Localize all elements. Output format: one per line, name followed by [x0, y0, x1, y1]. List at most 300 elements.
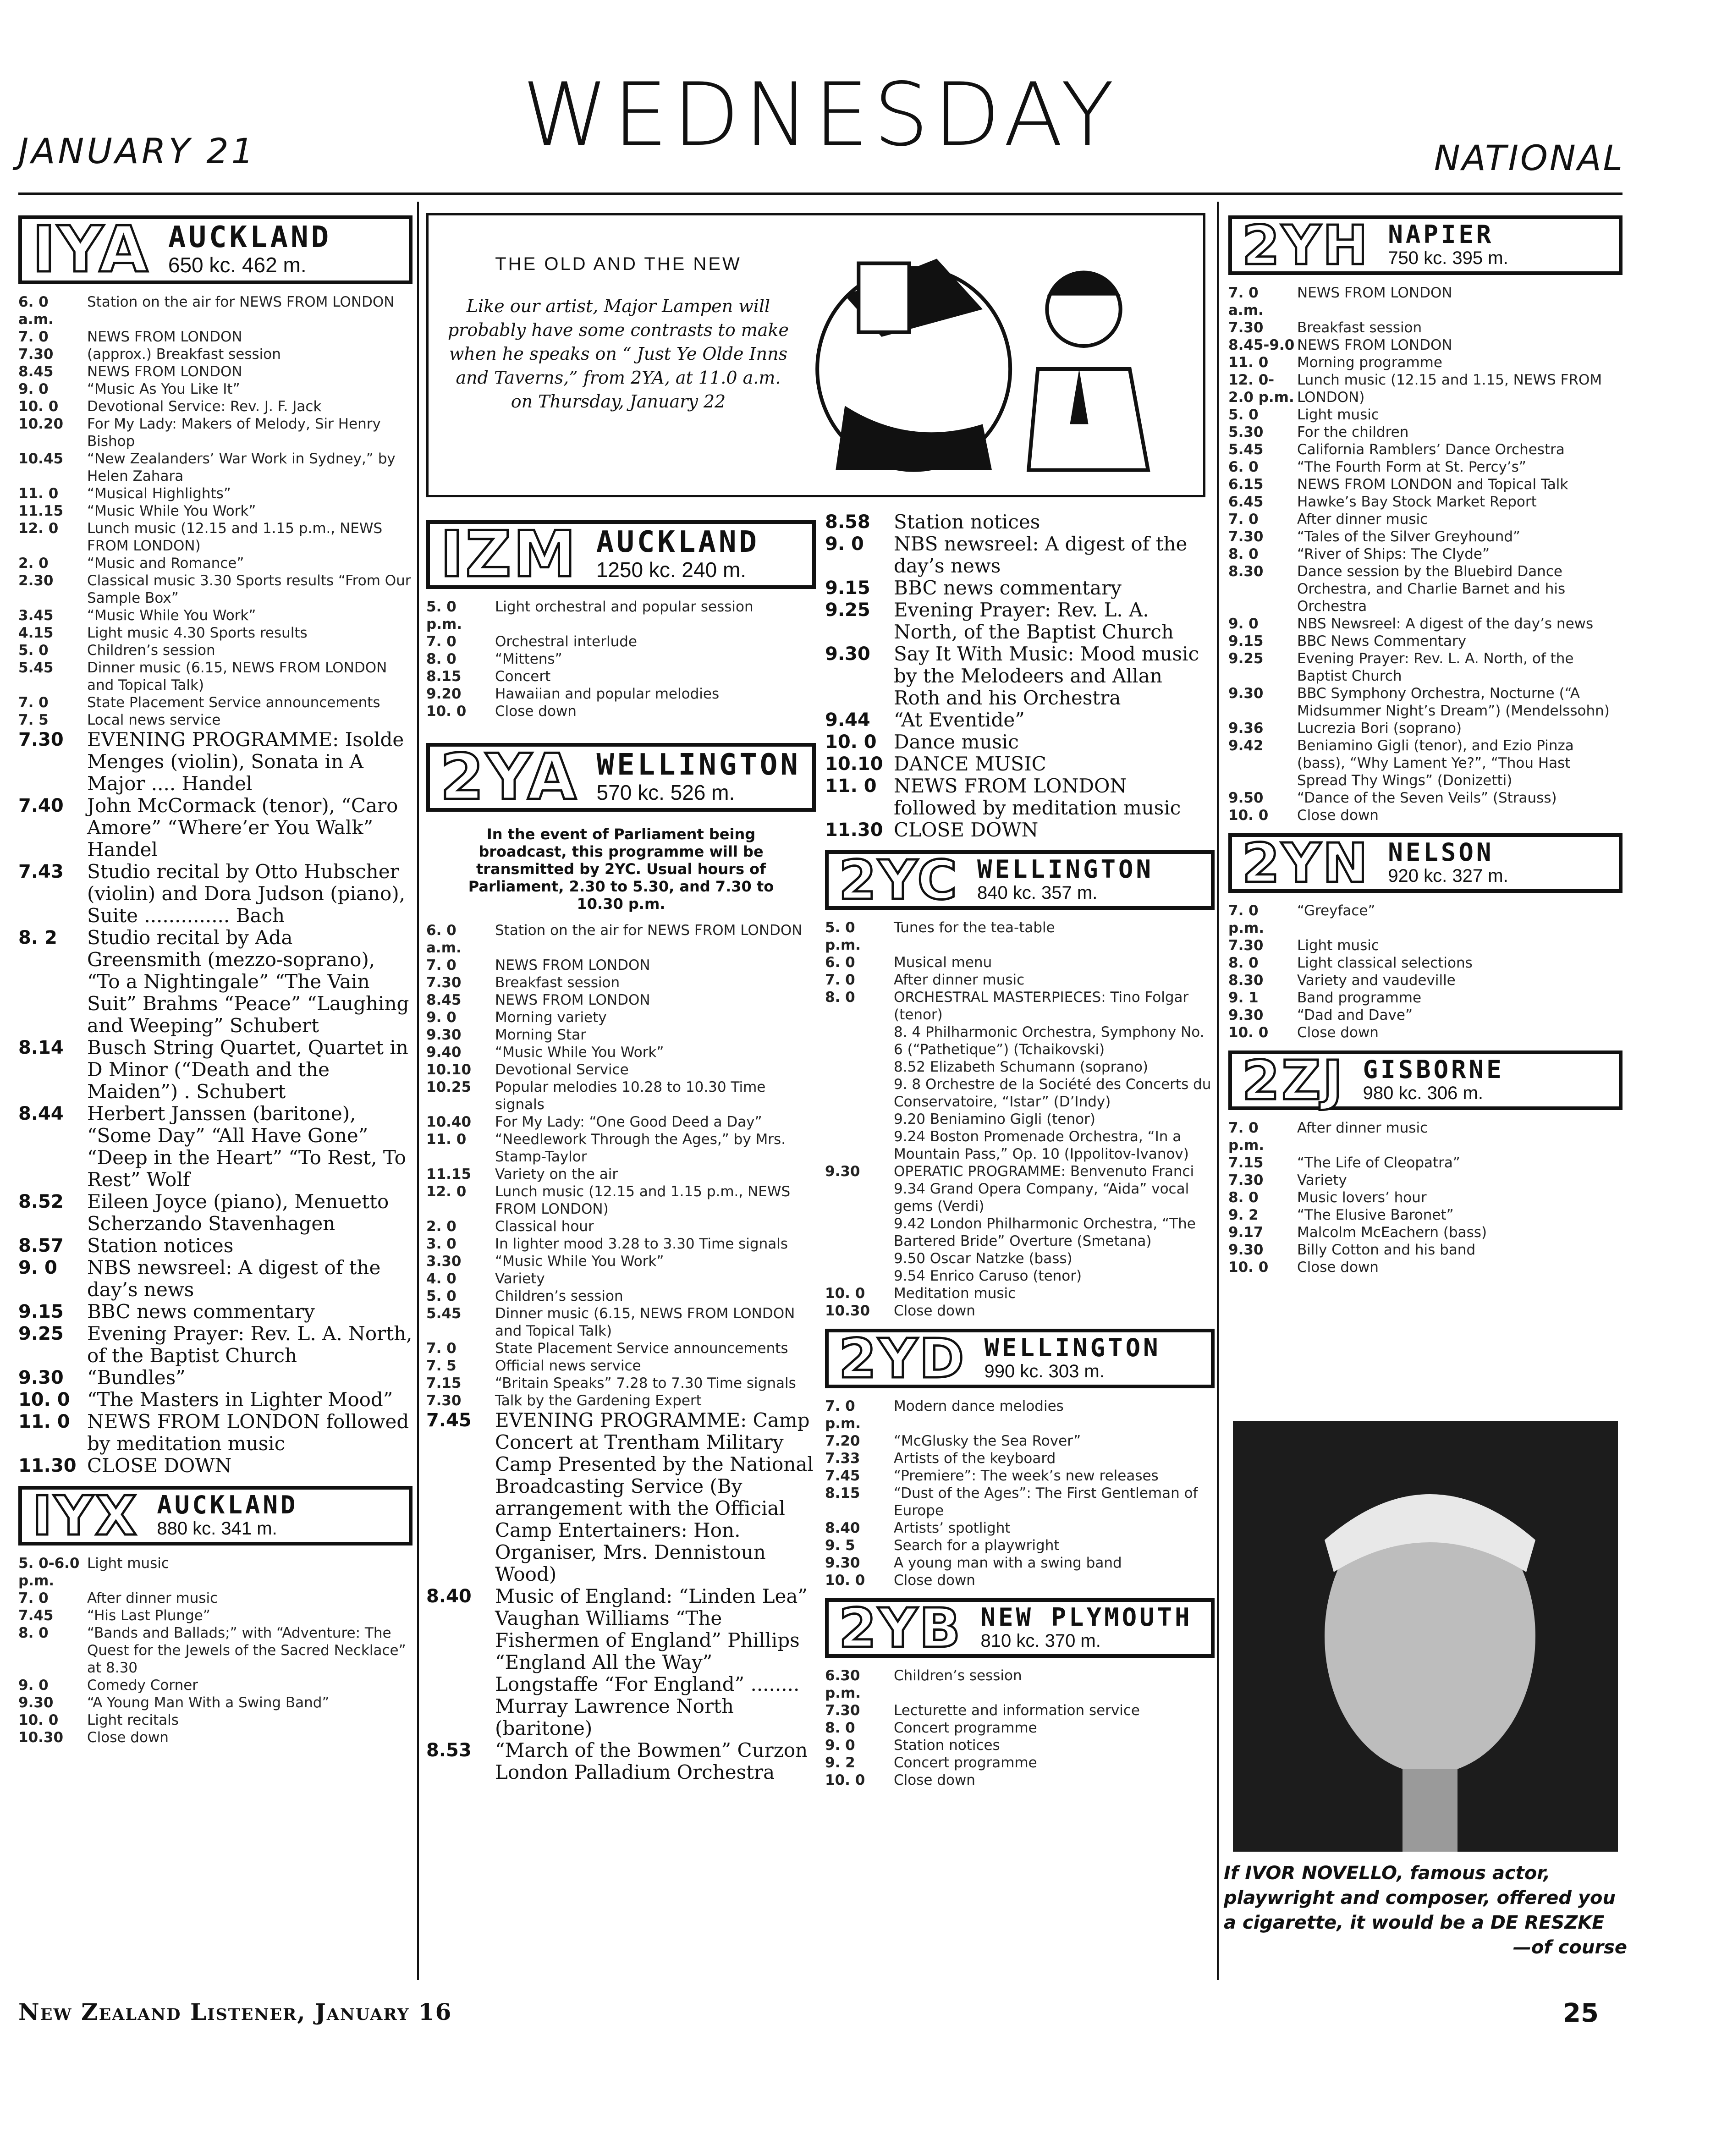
programme-title: Close down	[894, 1303, 975, 1319]
programme-title: 9.42 London Philharmonic Orchestra, “The Bartered Bride” Overture (Smetana)	[894, 1216, 1196, 1249]
programme-item	[18, 1677, 412, 1694]
programme-item	[1228, 354, 1622, 371]
programme-item	[426, 974, 816, 991]
programme-title: “Bundles”	[87, 1366, 186, 1389]
programme-item	[18, 624, 412, 642]
programme-item	[426, 1340, 816, 1357]
station-frequency: 750 kc. 395 m.	[1388, 248, 1508, 269]
programme-time: 9.25	[825, 600, 870, 621]
station-frequency: 980 kc. 306 m.	[1363, 1083, 1483, 1104]
programme-item	[825, 643, 1215, 709]
call-sign: 2ZJ	[1242, 1049, 1345, 1112]
programme-time: 8.45-9.0	[1228, 337, 1295, 353]
programme-title: “Music While You Work”	[495, 1044, 664, 1061]
programme-item	[1228, 902, 1622, 937]
programme-time: 10. 0	[426, 703, 467, 720]
programme-title: 9.20 Beniamino Gigli (tenor)	[894, 1111, 1095, 1128]
programme-item	[825, 1285, 1215, 1302]
programme-title: “Music While You Work”	[87, 607, 256, 624]
schedule-2yn	[1228, 902, 1622, 1041]
programme-title: Evening Prayer: Rev. L. A. North, of the Baptist Church	[894, 599, 1174, 643]
station-frequency: 570 kc. 526 m.	[596, 781, 735, 805]
programme-time: 9.44	[825, 710, 870, 731]
programme-time: 7.30	[825, 1702, 860, 1719]
programme-title: BBC news commentary	[87, 1300, 315, 1323]
programme-title: “Tales of the Silver Greyhound”	[1297, 528, 1521, 545]
programme-time: 9.30	[426, 1027, 462, 1043]
programme-time: 12. 0-2.0 p.m.	[1228, 372, 1294, 406]
programme-item	[825, 775, 1215, 819]
programme-item	[426, 1218, 816, 1235]
schedule-2yb	[825, 1667, 1215, 1789]
programme-time: 8. 0	[825, 989, 855, 1006]
programme-time: 9.17	[1228, 1224, 1264, 1241]
issue-date: JANUARY 21	[18, 131, 256, 171]
programme-item	[18, 1301, 412, 1323]
programme-item	[18, 795, 412, 861]
programme-time: 5.45	[1228, 441, 1264, 458]
programme-item	[18, 642, 412, 659]
programme-title: A young man with a swing band	[894, 1555, 1122, 1571]
programme-time: 11. 0	[18, 485, 59, 502]
programme-item	[1228, 954, 1622, 972]
programme-title: Variety and vaudeville	[1297, 972, 1456, 989]
programme-item	[1228, 1241, 1622, 1259]
programme-time: 9. 1	[1228, 990, 1259, 1006]
programme-time: 7. 0	[18, 1590, 49, 1606]
programme-title: Dance session by the Bluebird Dance Orchestra, and Charlie Barnet and his Orchestra	[1297, 563, 1566, 615]
programme-title: Tunes for the tea-table	[894, 919, 1055, 936]
programme-item	[825, 533, 1215, 577]
programme-item	[18, 363, 412, 380]
programme-item	[18, 1389, 412, 1411]
programme-title: Evening Prayer: Rev. L. A. North, of the Baptist Church	[87, 1322, 412, 1367]
programme-title: Studio recital by Otto Hubscher (violin) and Dora Judson (piano), Suite .............. Bach	[87, 860, 406, 927]
station-frequency: 1250 kc. 240 m.	[596, 558, 747, 582]
programme-time: 9.20	[426, 686, 462, 702]
programme-time: 10.25	[426, 1079, 472, 1095]
programme-title: “River of Ships: The Clyde”	[1297, 546, 1490, 562]
programme-title: Close down	[894, 1772, 975, 1788]
programme-time: 7.40	[18, 795, 64, 816]
programme-time	[825, 1128, 894, 1163]
programme-item	[18, 927, 412, 1037]
programme-item	[18, 694, 412, 711]
programme-title: “A Young Man With a Swing Band”	[87, 1694, 330, 1711]
programme-time: 10. 0	[18, 1389, 70, 1410]
programme-title: “At Eventide”	[894, 709, 1025, 731]
programme-item	[18, 1694, 412, 1711]
programme-title: Official news service	[495, 1358, 641, 1374]
programme-item	[1228, 1006, 1622, 1024]
programme-time: 7.30	[426, 974, 462, 991]
programme-item	[18, 1590, 412, 1607]
programme-title: Station notices	[894, 1737, 1000, 1754]
programme-time: 9. 0	[825, 534, 864, 555]
schedule-1ya-evening	[18, 729, 412, 1477]
programme-time: 10. 0	[1228, 1024, 1269, 1041]
programme-time: 8.15	[426, 668, 462, 685]
programme-item	[825, 511, 1215, 533]
programme-item	[426, 957, 816, 974]
programme-item	[18, 1607, 412, 1624]
programme-title: OPERATIC PROGRAMME: Benvenuto Franci	[894, 1163, 1194, 1180]
programme-item	[1228, 632, 1622, 650]
station-frequency: 990 kc. 303 m.	[984, 1361, 1105, 1382]
programme-item	[825, 1771, 1215, 1789]
column-rule	[417, 202, 419, 1980]
programme-time: 9. 0	[18, 1677, 49, 1694]
programme-item	[18, 328, 412, 346]
programme-title: “Music While You Work”	[87, 503, 256, 519]
station-frequency: 880 kc. 341 m.	[157, 1518, 277, 1539]
programme-time: 9. 2	[1228, 1207, 1259, 1223]
station-city: AUCKLAND	[157, 1490, 298, 1519]
programme-item	[1228, 563, 1622, 615]
programme-time: 6.15	[1228, 476, 1264, 493]
programme-item	[426, 650, 816, 668]
programme-time: 7. 0	[426, 1340, 456, 1357]
programme-time: 9.15	[825, 578, 870, 599]
programme-time: 10.20	[18, 416, 64, 432]
programme-time: 7. 0 p.m.	[825, 1398, 861, 1432]
programme-title: For My Lady: “One Good Deed a Day”	[495, 1114, 762, 1130]
programme-title: Studio recital by Ada Greensmith (mezzo-soprano), “To a Nightingale” “The Vain Suit” Brahms “Peace” “Laughing and Weeping” Schubert	[87, 926, 409, 1037]
programme-item	[1228, 650, 1622, 685]
programme-item	[18, 346, 412, 363]
programme-title: “The Masters in Lighter Mood”	[87, 1388, 393, 1411]
programme-title: Hawke’s Bay Stock Market Report	[1297, 494, 1537, 510]
schedule-2yc	[825, 919, 1215, 1320]
programme-title: “Needlework Through the Ages,” by Mrs. Stamp-Taylor	[495, 1131, 786, 1165]
programme-title: Children’s session	[87, 642, 215, 659]
programme-item	[825, 1023, 1215, 1058]
illustration-panel	[426, 213, 1205, 497]
programme-item	[18, 1624, 412, 1677]
programme-title: Lunch music (12.15 and 1.15 p.m., NEWS FROM LONDON)	[87, 520, 383, 554]
programme-title: Lucrezia Bori (soprano)	[1297, 720, 1462, 737]
programme-item	[426, 1739, 816, 1783]
programme-time: 9. 0	[18, 381, 49, 397]
programme-time: 9.30	[825, 1555, 860, 1571]
programme-time: 7.15	[426, 1375, 462, 1392]
schedule-2zj	[1228, 1119, 1622, 1276]
programme-item	[1228, 737, 1622, 789]
programme-title: Close down	[495, 703, 577, 720]
programme-title: “New Zealanders’ War Work in Sydney,” by Helen Zahara	[87, 451, 396, 484]
programme-title: NBS newsreel: A digest of the day’s news	[87, 1256, 381, 1301]
programme-item	[18, 1729, 412, 1746]
programme-time: 9.30	[1228, 1007, 1264, 1023]
call-sign: 2YA	[440, 740, 578, 814]
programme-title: NEWS FROM LONDON	[87, 329, 242, 345]
programme-title: BBC news commentary	[894, 577, 1122, 599]
programme-item	[18, 1257, 412, 1301]
programme-title: Station on the air for NEWS FROM LONDON	[495, 922, 803, 939]
programme-item	[1228, 1024, 1622, 1041]
programme-title: Station notices	[87, 1234, 234, 1257]
programme-title: Modern dance melodies	[894, 1398, 1064, 1414]
programme-title: “Mittens”	[495, 651, 562, 667]
programme-item	[1228, 371, 1622, 406]
call-sign: IZM	[440, 517, 578, 591]
programme-time: 8. 2	[18, 927, 57, 948]
programme-title: State Placement Service announcements	[495, 1340, 788, 1357]
programme-item	[18, 711, 412, 729]
column-2-left	[426, 511, 816, 1783]
programme-item	[825, 1572, 1215, 1589]
programme-item	[825, 1432, 1215, 1450]
programme-title: EVENING PROGRAMME: Isolde Menges (violin), Sonata in A Major .... Handel	[87, 728, 404, 795]
programme-time: 7.20	[825, 1433, 860, 1449]
programme-title: Devotional Service: Rev. J. F. Jack	[87, 398, 322, 415]
programme-time: 8.53	[426, 1740, 472, 1761]
programme-item	[1228, 476, 1622, 493]
programme-time: 11. 0	[825, 776, 877, 797]
programme-item	[18, 485, 412, 502]
programme-item	[825, 709, 1215, 731]
programme-time: 8.40	[825, 1520, 860, 1536]
programme-title: “Music As You Like It”	[87, 381, 240, 397]
programme-time	[825, 1023, 894, 1058]
programme-title: CLOSE DOWN	[894, 819, 1039, 841]
programme-item	[825, 1111, 1215, 1128]
programme-title: EVENING PROGRAMME: Camp Concert at Trentham Military Camp Presented by the National Broadcasting Service (By arrangement with the Official Camp Entertainers: Hon. Organiser, Mrs. Dennistoun Wood)	[495, 1409, 814, 1585]
programme-item	[1228, 441, 1622, 458]
programme-time	[825, 1058, 894, 1076]
programme-item	[18, 659, 412, 694]
programme-time: 8.57	[18, 1235, 64, 1256]
programme-time: 9.42	[1228, 737, 1264, 754]
programme-time: 3.45	[18, 607, 54, 624]
programme-item	[1228, 458, 1622, 476]
programme-item	[426, 991, 816, 1009]
programme-time: 10. 0	[825, 1285, 865, 1302]
programme-title: “Premiere”: The week’s new releases	[894, 1468, 1159, 1484]
call-sign: IYA	[32, 213, 150, 286]
programme-title: Close down	[1297, 1259, 1379, 1276]
programme-time: 9.25	[18, 1323, 64, 1344]
programme-item	[18, 555, 412, 572]
programme-time: 9. 0	[18, 1257, 57, 1278]
column-3	[1228, 206, 1622, 1276]
programme-time	[825, 1180, 894, 1215]
station-header-1yx	[18, 1486, 412, 1546]
programme-item	[426, 1113, 816, 1131]
programme-title: State Placement Service announcements	[87, 694, 380, 711]
programme-item	[426, 1375, 816, 1392]
schedule-1yx	[18, 1555, 412, 1746]
programme-title: DANCE MUSIC	[894, 753, 1046, 775]
programme-item	[426, 668, 816, 685]
programme-time: 9.15	[18, 1301, 64, 1322]
programme-time: 9. 0	[426, 1009, 456, 1026]
programme-time: 11. 0	[426, 1131, 467, 1148]
station-city: NELSON	[1388, 837, 1494, 867]
programme-title: “Dad and Dave”	[1297, 1007, 1413, 1023]
programme-time: 9. 0	[1228, 616, 1259, 632]
programme-time: 11.30	[825, 820, 883, 841]
programme-time: 7. 0	[426, 633, 456, 650]
programme-time: 12. 0	[18, 520, 59, 537]
programme-item	[825, 1058, 1215, 1076]
station-header-2yc	[825, 850, 1215, 910]
programme-time: 9.36	[1228, 720, 1264, 737]
programme-time: 10. 0	[18, 398, 59, 415]
programme-title: Comedy Corner	[87, 1677, 198, 1694]
programme-title: Variety	[495, 1270, 545, 1287]
programme-title: After dinner music	[1297, 1120, 1428, 1136]
programme-item	[426, 1183, 816, 1218]
parliament-note: In the event of Parliament being broadcast, this programme will be transmitted by 2YC. Usual hours of Parliament, 2.30 to 5.30, and 7.30 to 10.30 p.m.	[468, 825, 774, 913]
programme-time: 5. 0	[426, 1288, 456, 1304]
programme-title: Dinner music (6.15, NEWS FROM LONDON and Topical Talk)	[87, 660, 387, 693]
programme-time: 8.44	[18, 1103, 64, 1124]
column-rule	[1217, 202, 1219, 1980]
station-city: WELLINGTON	[984, 1333, 1161, 1362]
programme-title: Beniamino Gigli (tenor), and Ezio Pinza (bass), “Why Lament Ye?”, “Thou Hast Spread Thy Wings” (Donizetti)	[1297, 737, 1574, 789]
programme-item	[18, 520, 412, 555]
programme-item	[426, 1131, 816, 1166]
programme-title: Lecturette and information service	[894, 1702, 1140, 1719]
programme-title: Morning variety	[495, 1009, 607, 1026]
programme-time: 12. 0	[426, 1183, 467, 1200]
programme-time: 11.30	[18, 1455, 77, 1476]
programme-time: 5. 0 p.m.	[825, 919, 861, 953]
programme-item	[426, 1044, 816, 1061]
programme-title: NEWS FROM LONDON followed by meditation music	[894, 775, 1181, 819]
programme-title: Artists’ spotlight	[894, 1520, 1011, 1536]
station-frequency: 840 kc. 357 m.	[977, 883, 1098, 903]
programme-item	[1228, 545, 1622, 563]
programme-item	[426, 1270, 816, 1287]
programme-title: “Bands and Ballads;” with “Adventure: The Quest for the Jewels of the Sacred Necklace” at 8.30	[87, 1625, 406, 1676]
programme-item	[825, 919, 1215, 954]
programme-item	[825, 1537, 1215, 1554]
programme-item	[426, 1009, 816, 1026]
programme-time: 8.30	[1228, 563, 1264, 580]
programme-time: 5. 0	[1228, 407, 1259, 423]
programme-title: 9.50 Oscar Natzke (bass)	[894, 1250, 1072, 1267]
programme-title: Classical hour	[495, 1218, 594, 1235]
station-header-2yh	[1228, 215, 1622, 275]
programme-item	[825, 1076, 1215, 1111]
programme-item	[825, 1485, 1215, 1519]
programme-title: BBC Symphony Orchestra, Nocturne (“A Midsummer Night’s Dream”) (Mendelssohn)	[1297, 685, 1610, 719]
programme-item	[426, 1078, 816, 1113]
programme-time: 8. 0	[1228, 546, 1259, 562]
programme-time: 8.15	[825, 1485, 860, 1502]
station-header-1zm	[426, 517, 816, 591]
programme-time: 6. 0 a.m.	[18, 294, 54, 328]
column-1	[18, 206, 412, 1746]
programme-time: 7. 0 a.m.	[1228, 285, 1264, 319]
programme-time: 10. 0	[825, 1772, 865, 1788]
programme-title: “March of the Bowmen” Curzon London Palladium Orchestra	[495, 1739, 808, 1783]
programme-item	[825, 753, 1215, 775]
illustration-title: THE OLD AND THE NEW	[495, 254, 742, 274]
programme-item	[18, 1235, 412, 1257]
programme-time: 10.40	[426, 1114, 472, 1130]
programme-item	[1228, 789, 1622, 807]
programme-title: Classical music 3.30 Sports results “From Our Sample Box”	[87, 572, 411, 606]
programme-item	[18, 1367, 412, 1389]
programme-time: 7.30	[18, 729, 64, 750]
programme-title: After dinner music	[894, 972, 1025, 988]
programme-item	[426, 1409, 816, 1585]
programme-title: “Music and Romance”	[87, 555, 244, 572]
programme-title: BBC News Commentary	[1297, 633, 1467, 649]
programme-item	[426, 685, 816, 703]
programme-item	[426, 1392, 816, 1409]
programme-time: 3. 0	[426, 1236, 456, 1252]
programme-title: Orchestral interlude	[495, 633, 637, 650]
programme-title: ORCHESTRAL MASTERPIECES: Tino Folgar (tenor)	[894, 989, 1189, 1023]
programme-title: Hawaiian and popular melodies	[495, 686, 720, 702]
programme-time: 7.30	[1228, 1172, 1264, 1188]
programme-item	[426, 598, 816, 633]
programme-item	[18, 1711, 412, 1729]
programme-item	[1228, 1154, 1622, 1172]
station-city: GISBORNE	[1363, 1055, 1504, 1084]
programme-time: 7. 0	[426, 957, 456, 974]
programme-item	[825, 577, 1215, 599]
programme-time: 8.58	[825, 512, 870, 533]
programme-time: 8. 0	[1228, 955, 1259, 971]
programme-title: 9.54 Enrico Caruso (tenor)	[894, 1268, 1082, 1284]
programme-title: NEWS FROM LONDON	[495, 957, 650, 974]
programme-item	[825, 1163, 1215, 1180]
programme-item	[18, 1191, 412, 1235]
station-header-2yb	[825, 1598, 1215, 1658]
programme-time	[825, 1076, 894, 1111]
column-2-right	[825, 511, 1215, 1789]
call-sign: 2YH	[1242, 214, 1370, 277]
programme-title: NBS newsreel: A digest of the day’s news	[894, 533, 1188, 577]
programme-item	[426, 1287, 816, 1305]
station-city: WELLINGTON	[977, 854, 1154, 884]
programme-title: Children’s session	[894, 1667, 1022, 1684]
programme-time: 8. 0	[18, 1625, 49, 1641]
programme-item	[426, 1026, 816, 1044]
programme-time: 10. 0	[1228, 807, 1269, 824]
programme-time: 7. 0	[18, 694, 49, 711]
programme-item	[1228, 1119, 1622, 1154]
programme-time: 7.30	[426, 1392, 462, 1409]
programme-time: 7. 0	[18, 329, 49, 345]
programme-time: 7.30	[1228, 319, 1264, 336]
programme-time: 7.45	[18, 1607, 54, 1624]
day-heading: WEDNESDAY	[522, 64, 1119, 165]
programme-item	[1228, 319, 1622, 336]
programme-time: 9.15	[1228, 633, 1264, 649]
call-sign: 2YC	[839, 848, 959, 912]
programme-time: 2. 0	[426, 1218, 456, 1235]
programme-time: 8. 0	[1228, 1189, 1259, 1206]
programme-item	[825, 954, 1215, 971]
programme-item	[18, 1037, 412, 1103]
programme-item	[426, 1253, 816, 1270]
programme-item	[18, 1455, 412, 1477]
programme-title: Light classical selections	[1297, 955, 1473, 971]
programme-title: John McCormack (tenor), “Caro Amore” “Where’er You Walk” Handel	[87, 794, 398, 861]
schedule-1ya	[18, 293, 412, 729]
programme-time: 11. 0	[18, 1411, 70, 1432]
portrait-image	[1233, 1421, 1618, 1852]
programme-time: 10.30	[825, 1303, 870, 1319]
programme-time: 7.15	[1228, 1155, 1264, 1171]
programme-title: Musical menu	[894, 954, 992, 971]
